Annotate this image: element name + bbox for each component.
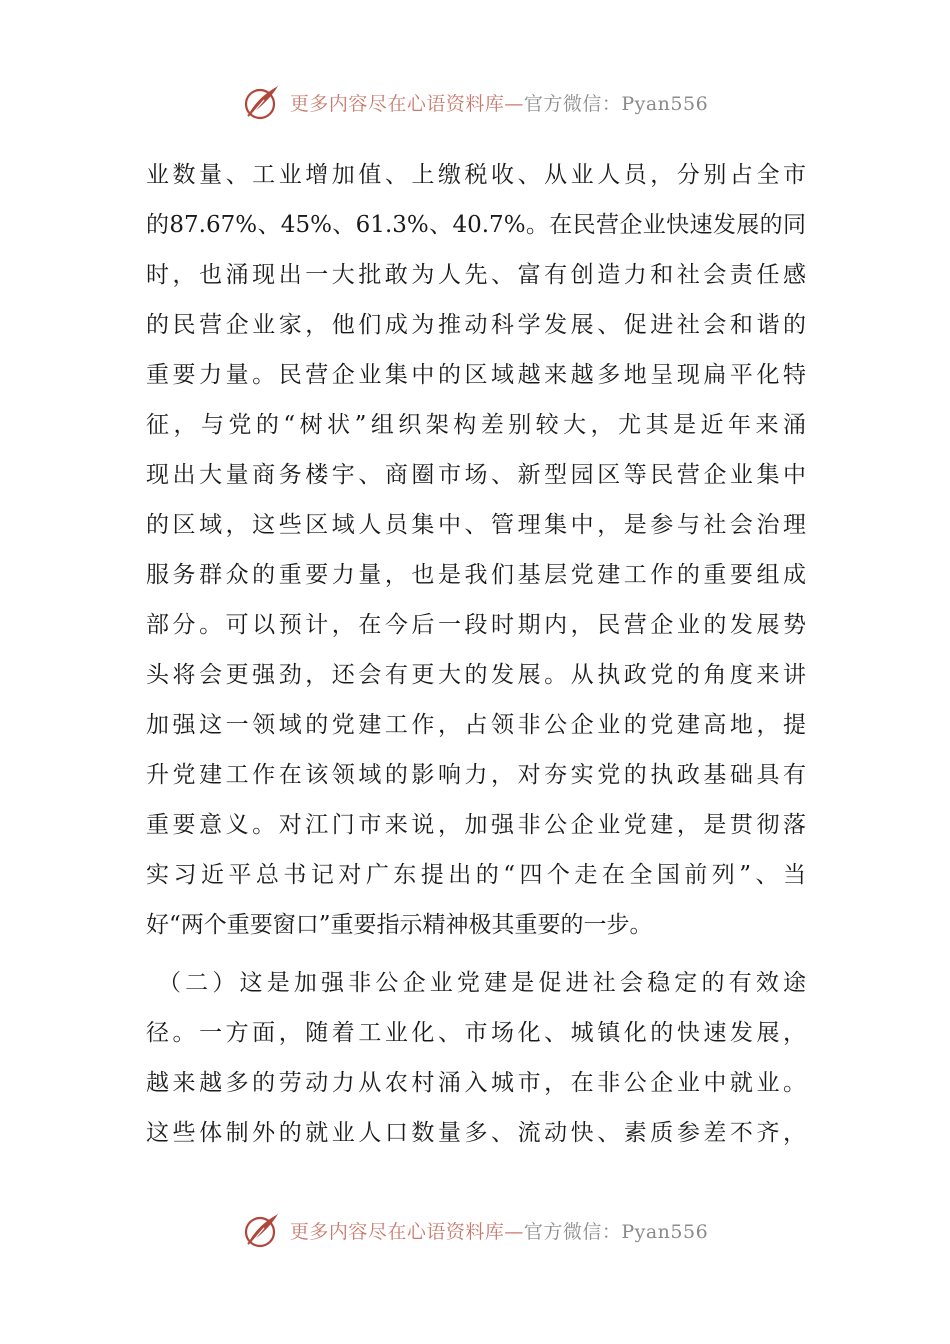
text-line: 实习近平总书记对广东提出的“四个走在全国前列”、当 [146, 862, 806, 888]
banner-text-sub: 官方微信：Pyan556 [523, 1220, 709, 1243]
paragraph-2 [146, 958, 806, 1158]
text-line: 加强这一领域的党建工作，占领非公企业的党建高地，提 [146, 712, 806, 738]
text-line: 好“两个重要窗口”重要指示精神极其重要的一步。 [146, 912, 653, 938]
text-line: 业数量、工业增加值、上缴税收、从业人员，分别占全市 [146, 162, 806, 188]
paragraph-1 [146, 150, 806, 950]
banner-text-main: 更多内容尽在心语资料库— [289, 1220, 524, 1243]
footer-watermark-banner [0, 1208, 950, 1252]
text-line: （二）这是加强非公企业党建是促进社会稳定的有效途 [158, 970, 806, 996]
text-line: 的民营企业家，他们成为推动科学发展、促进社会和谐的 [146, 312, 806, 338]
text-line: 径。一方面，随着工业化、市场化、城镇化的快速发展， [146, 1020, 806, 1046]
text-line: 重要意义。对江门市来说，加强非公企业党建，是贯彻落 [146, 812, 806, 838]
text-line: 升党建工作在该领域的影响力，对夯实党的执政基础具有 [146, 762, 806, 788]
text-line: 重要力量。民营企业集中的区域越来越多地呈现扁平化特 [146, 362, 806, 388]
text-line: 这些体制外的就业人口数量多、流动快、素质参差不齐， [146, 1120, 806, 1146]
text-line: 现出大量商务楼宇、商圈市场、新型园区等民营企业集中 [146, 462, 806, 488]
banner-text [290, 89, 708, 116]
text-line: 的87.67%、45%、61.3%、40.7%。在民营企业快速发展的同 [146, 212, 806, 238]
quill-logo-icon [242, 1210, 282, 1250]
quill-logo-icon [242, 82, 282, 122]
text-line: 服务群众的重要力量，也是我们基层党建工作的重要组成 [146, 562, 806, 588]
text-line: 的区域，这些区域人员集中、管理集中，是参与社会治理 [146, 512, 806, 538]
header-watermark-banner [0, 80, 950, 124]
text-line: 部分。可以预计，在今后一段时期内，民营企业的发展势 [146, 612, 806, 638]
banner-text [290, 1217, 708, 1244]
text-line: 征，与党的“树状”组织架构差别较大，尤其是近年来涌 [146, 412, 806, 438]
banner-text-sub: 官方微信：Pyan556 [523, 92, 709, 115]
text-line: 时，也涌现出一大批敢为人先、富有创造力和社会责任感 [146, 262, 806, 288]
document-body [146, 150, 806, 1158]
banner-text-main: 更多内容尽在心语资料库— [289, 92, 524, 115]
text-line: 越来越多的劳动力从农村涌入城市，在非公企业中就业。 [146, 1070, 806, 1096]
text-line: 头将会更强劲，还会有更大的发展。从执政党的角度来讲 [146, 662, 806, 688]
